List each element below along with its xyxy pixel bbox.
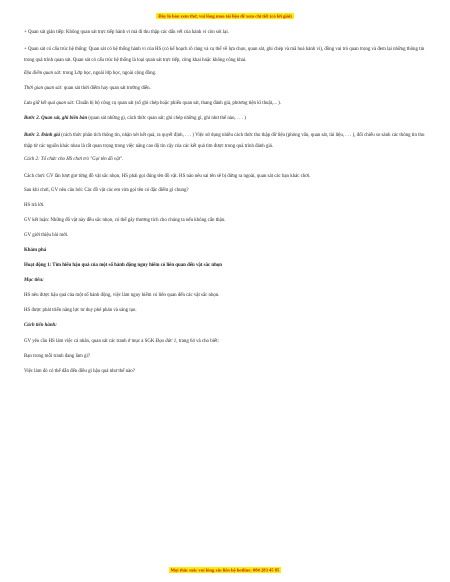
paragraph: HS nêu được hậu quả của một số hành động, việc làm nguy hiểm có liên quan đến các vật sắc nhọn. — [24, 293, 220, 299]
field-text: Chuẩn bị bộ công cụ quan sát (sổ ghi chép hoặc phiếu quan sát, thang đánh giá, phương tiện kĩ thuật,... ). — [74, 101, 281, 107]
paragraph: Sau khi chơi, GV nêu câu hỏi: Các đồ vật các em vừa gọi tên có đặc điểm gì chung? — [24, 187, 189, 193]
step-text: (cách thức phân tích thông tin, nhận xét kết quả, ra quyết định, . . . ) Việc sử dụng nhiều cách thức thu thập dữ liệu (phỏng vấn, quan sát, tài liệu, . . . ), đối chiếu so sánh các thông tin thu thập từ các nguồn khác nhau là rất quan trọng trong việc nâng cao độ tin cậy của các kết quả tìm được trong quá trình đánh giá. — [24, 133, 425, 149]
paragraph — [24, 101, 432, 107]
paragraph — [24, 71, 432, 77]
paragraph — [24, 131, 432, 152]
field-text: quan sát thời điểm hay quan sát trường diễn. — [62, 86, 151, 91]
text: GV yêu cầu HS làm việc cá nhân, quan sát các tranh ở mục a SGK — [24, 338, 156, 344]
paragraph — [24, 116, 432, 122]
paragraph: HS được phát triển năng lực tư duy phê phán và sáng tạo. — [24, 308, 137, 314]
paragraph: Việc làm đó có thể dẫn đến điều gì hậu quả như thế nào? — [24, 368, 135, 374]
text: , trang 64 và cho biết: — [176, 338, 219, 344]
subheading: Mục tiêu: — [24, 278, 44, 284]
book-title: Đạo đức 1 — [155, 338, 177, 344]
step-text: (quan sát những gì, cách thức quan sát; ghi chép những gì, ghi như thế nào, . . . ) — [87, 116, 246, 122]
paragraph: Bạn trong mỗi tranh đang làm gì? — [24, 353, 91, 359]
section-heading: Khám phá — [24, 247, 47, 253]
paragraph: GV kết luận: Những đồ vật này đều sắc nhọn, có thể gây thương tích cho chúng ta nếu không cẩn thận. — [24, 217, 226, 223]
document-body — [24, 30, 432, 384]
paragraph: + Quan sát giản tiếp: Không quan sát trực tiếp hành vi mà đi thu thập các dấu vết của hành vi còn sót lại. — [24, 30, 229, 35]
step-label: Bước 2. Quan sát, ghi biên bản — [24, 116, 88, 122]
paragraph: Cách 2: Tổ chức cho HS chơi trò "Gọi tên đồ vật". — [24, 157, 124, 163]
field-label: Địa điểm quan sát: — [24, 70, 62, 76]
preview-notice-banner — [0, 13, 450, 18]
activity-heading: Hoạt động 1: Tìm hiểu hậu quả của một số hành động nguy hiểm có liên quan đến vật sắc nhọn — [24, 263, 223, 269]
paragraph: HS trả lời. — [24, 202, 45, 208]
preview-notice-text: Đây là bản xem thử, vui lòng mua tài liệu để xem chi tiết (có lời giải) — [158, 13, 292, 18]
paragraph — [24, 339, 432, 345]
paragraph: GV giới thiệu bài mới. — [24, 232, 69, 238]
field-label: Thời gian quan sát: — [24, 86, 63, 91]
step-label: Bước 3. Đánh giá — [24, 133, 60, 139]
hotline-text: Mọi thắc mắc vui lòng xin liên hệ hotline: 084 283 45 85 — [170, 567, 280, 572]
field-text: trong Lớp học, ngoài lớp học, ngoài cộng đồng. — [61, 70, 157, 76]
field-label: Lưu giữ kết quả quan sát: — [24, 101, 75, 107]
paragraph — [24, 86, 432, 92]
subheading: Cách tiến hành: — [24, 323, 57, 329]
paragraph: Cách chơi: GV lần lượt giơ từng đồ vật sắc nhọn, HS phải gọi đúng tên đồ vật. HS nào nêu sai tên sẽ bị đứng ra ngoài, quan sát các bạn khác chơi. — [24, 174, 311, 180]
paragraph: + Quan sát có cấu trúc hệ thống: Quan sát có hệ thống hành vi của HS (có kế hoạch rõ ràng và cụ thể về lựa chọn, quan sát, ghi chép và mã hoá hành vi), đồng vai trò quan trọng và đem lại những thông tin trong quá trình quan sát. Quan sát có cấu trúc hệ thống là loại quan sát trực tiếp, công khai hoặc không công khai. — [24, 47, 425, 63]
hotline-banner — [0, 567, 450, 572]
